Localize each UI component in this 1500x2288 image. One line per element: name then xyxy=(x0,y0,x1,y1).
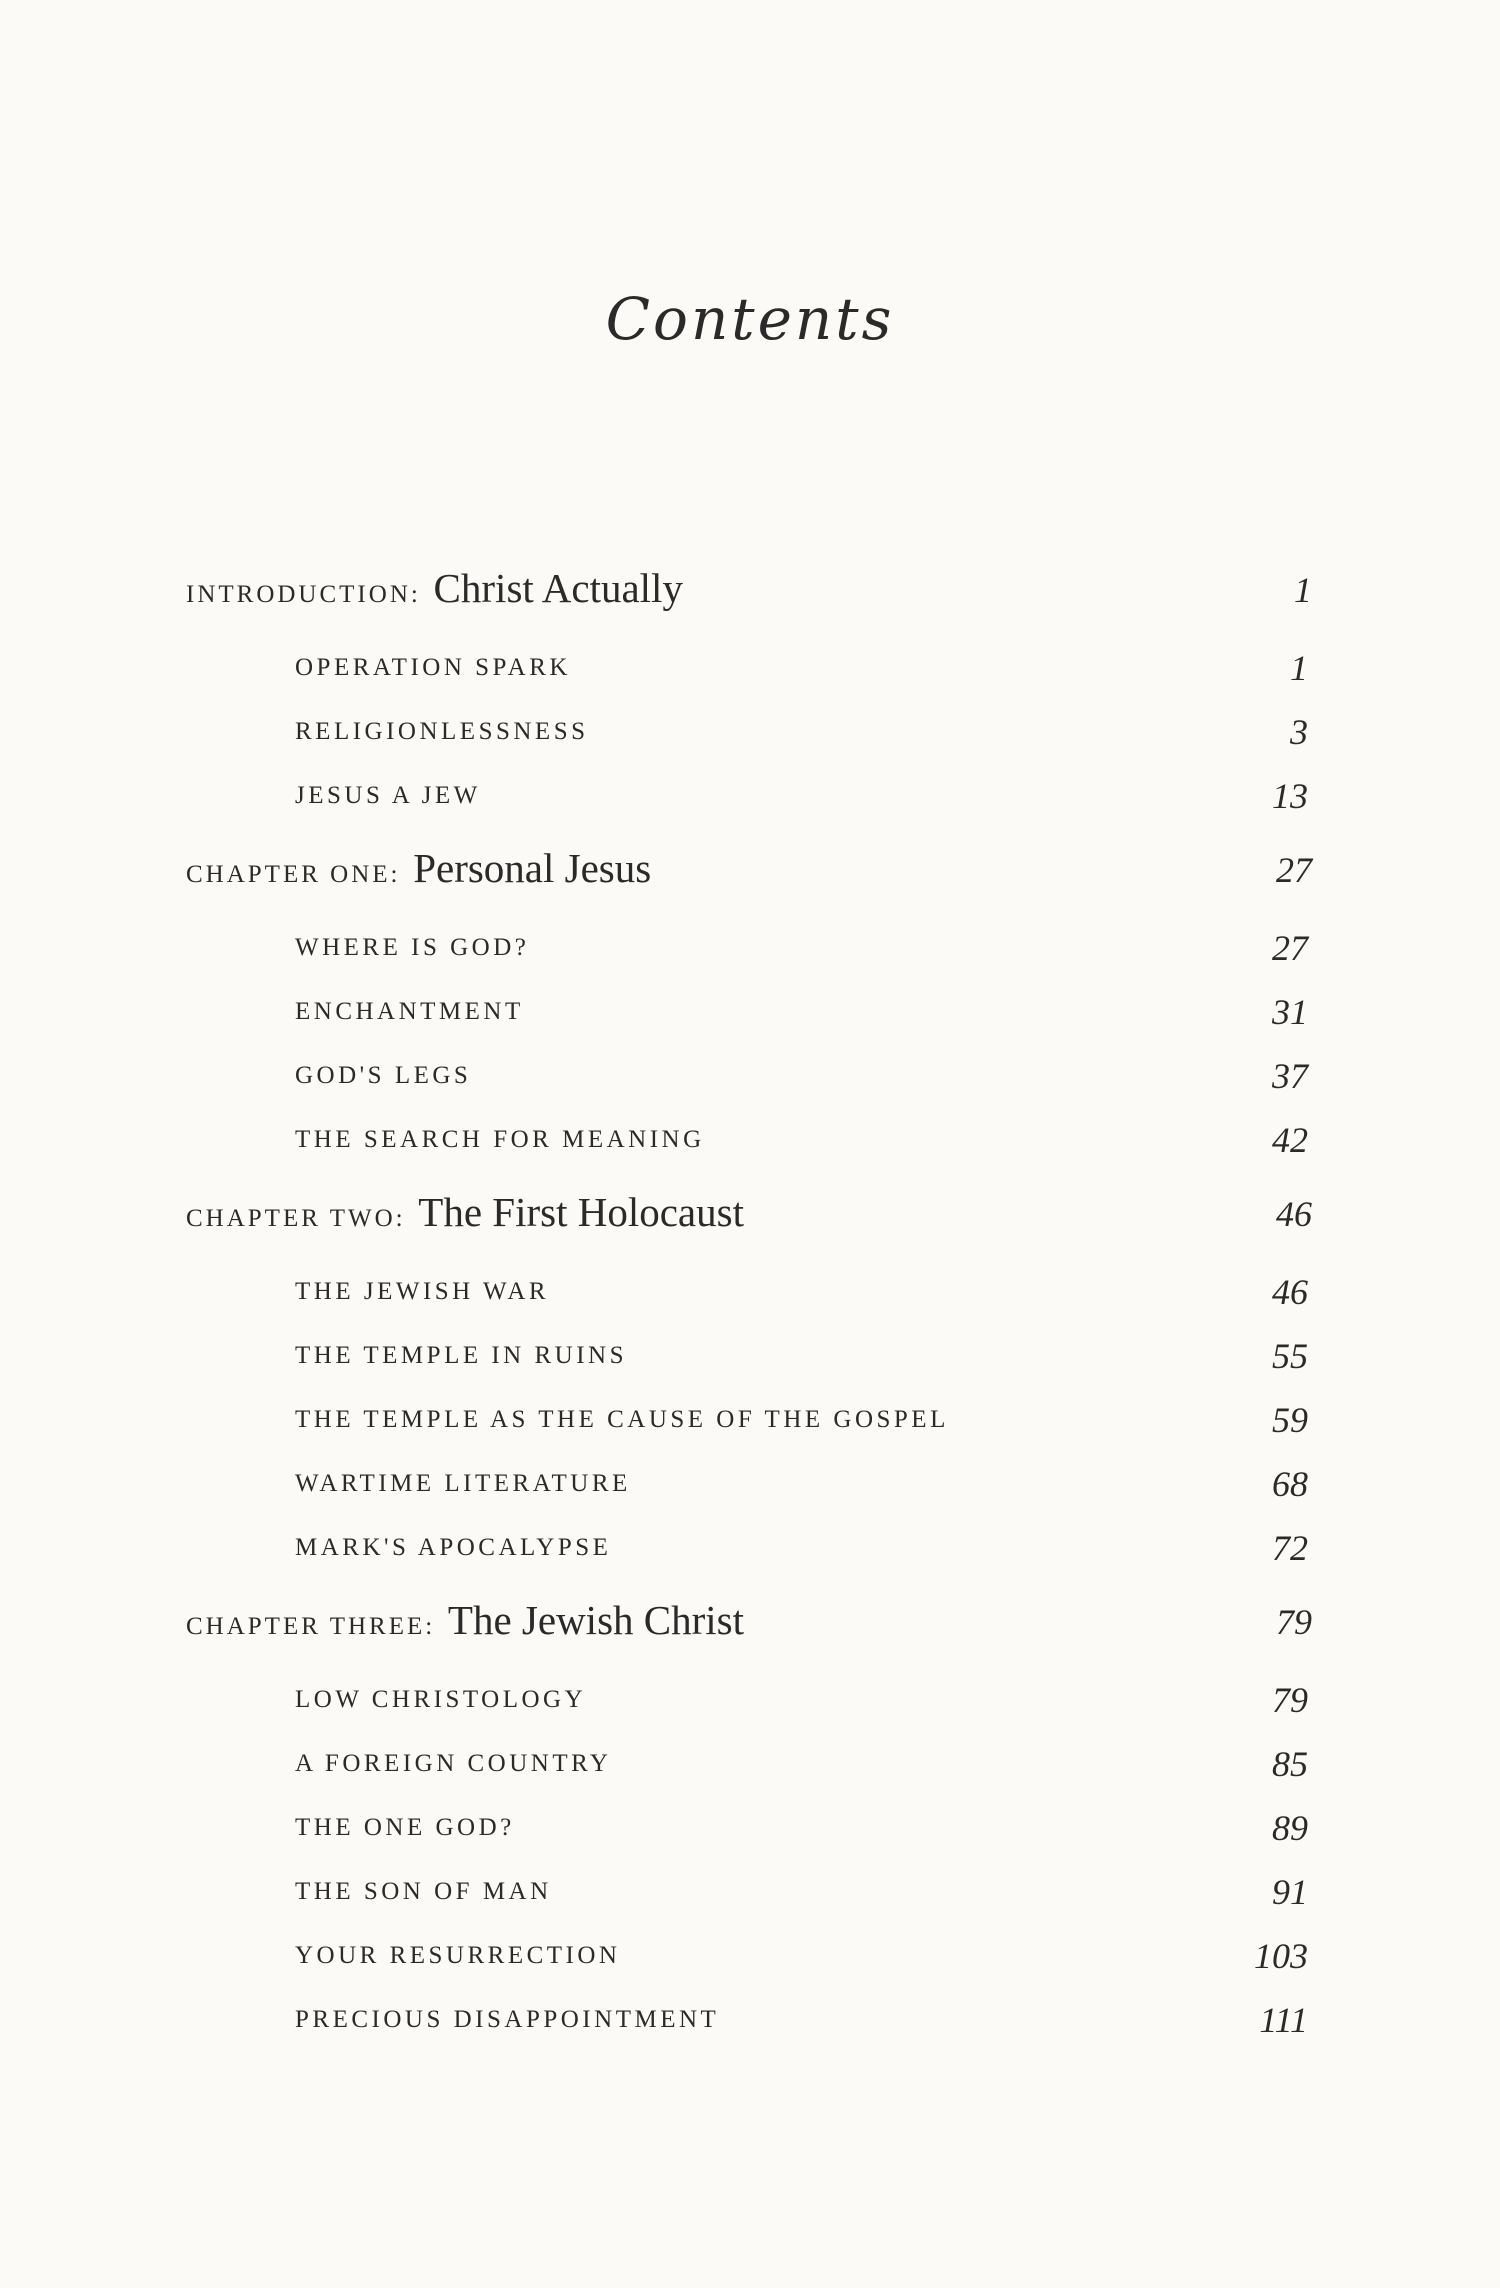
section-title: A FOREIGN COUNTRY xyxy=(295,1750,612,1777)
section-entry[interactable] xyxy=(295,1744,1308,1808)
section-title: THE SEARCH FOR MEANING xyxy=(295,1126,705,1153)
chapter-page-number: 27 xyxy=(1276,850,1312,890)
section-entry[interactable] xyxy=(295,1120,1308,1184)
section-entry[interactable] xyxy=(295,1808,1308,1872)
chapter-kind: INTRODUCTION: xyxy=(186,581,421,608)
chapter-page-number: 1 xyxy=(1294,570,1312,610)
section-title: ENCHANTMENT xyxy=(295,998,524,1025)
section-title: MARK'S APOCALYPSE xyxy=(295,1534,612,1561)
chapter-label xyxy=(186,840,651,903)
section-entry[interactable] xyxy=(295,648,1308,712)
section-title: LOW CHRISTOLOGY xyxy=(295,1686,587,1713)
section-title: GOD'S LEGS xyxy=(295,1062,472,1089)
section-entry[interactable] xyxy=(295,712,1308,776)
section-entry[interactable] xyxy=(295,992,1308,1056)
chapter-label xyxy=(186,1592,744,1655)
section-title: THE TEMPLE AS THE CAUSE OF THE GOSPEL xyxy=(295,1406,949,1433)
chapter-entry[interactable] xyxy=(186,1592,1312,1680)
chapter-entry[interactable] xyxy=(186,560,1312,648)
chapter-name: Personal Jesus xyxy=(413,845,652,891)
table-of-contents xyxy=(0,560,1500,2064)
section-entry[interactable] xyxy=(295,1464,1308,1528)
section-title: PRECIOUS DISAPPOINTMENT xyxy=(295,2006,720,2033)
section-page-number: 111 xyxy=(1259,2000,1308,2040)
section-entry[interactable] xyxy=(295,776,1308,840)
section-entry[interactable] xyxy=(295,2000,1308,2064)
section-page-number: 13 xyxy=(1272,776,1308,816)
section-entry[interactable] xyxy=(295,928,1308,992)
chapter-name: The Jewish Christ xyxy=(447,1597,745,1643)
chapter-kind: CHAPTER TWO: xyxy=(186,1205,406,1232)
section-title: THE TEMPLE IN RUINS xyxy=(295,1342,628,1369)
section-page-number: 55 xyxy=(1272,1336,1308,1376)
section-entry[interactable] xyxy=(295,1872,1308,1936)
section-entry[interactable] xyxy=(295,1936,1308,2000)
section-page-number: 42 xyxy=(1272,1120,1308,1160)
section-title: YOUR RESURRECTION xyxy=(295,1942,621,1969)
page-title: Contents xyxy=(605,285,895,353)
section-entry[interactable] xyxy=(295,1680,1308,1744)
section-page-number: 31 xyxy=(1272,992,1308,1032)
section-title: WHERE IS GOD? xyxy=(295,934,530,961)
chapter-entry[interactable] xyxy=(186,1184,1312,1272)
chapter-entry[interactable] xyxy=(186,840,1312,928)
chapter-kind: CHAPTER ONE: xyxy=(186,861,401,888)
section-page-number: 3 xyxy=(1290,712,1308,752)
section-page-number: 89 xyxy=(1272,1808,1308,1848)
section-title: THE ONE GOD? xyxy=(295,1814,515,1841)
section-page-number: 59 xyxy=(1272,1400,1308,1440)
chapter-name: The First Holocaust xyxy=(418,1189,744,1235)
section-page-number: 68 xyxy=(1272,1464,1308,1504)
chapter-kind: CHAPTER THREE: xyxy=(186,1613,436,1640)
section-title: THE SON OF MAN xyxy=(295,1878,552,1905)
chapter-label xyxy=(186,1184,744,1247)
section-page-number: 46 xyxy=(1272,1272,1308,1312)
section-entry[interactable] xyxy=(295,1400,1308,1464)
section-title: RELIGIONLESSNESS xyxy=(295,718,589,745)
section-title: OPERATION SPARK xyxy=(295,654,571,681)
chapter-name: Christ Actually xyxy=(433,565,683,611)
section-entry[interactable] xyxy=(295,1272,1308,1336)
section-title: WARTIME LITERATURE xyxy=(295,1470,631,1497)
section-page-number: 103 xyxy=(1254,1936,1308,1976)
section-page-number: 79 xyxy=(1272,1680,1308,1720)
chapter-page-number: 46 xyxy=(1276,1194,1312,1234)
chapter-page-number: 79 xyxy=(1276,1602,1312,1642)
section-page-number: 91 xyxy=(1272,1872,1308,1912)
section-title: THE JEWISH WAR xyxy=(295,1278,550,1305)
section-title: JESUS A JEW xyxy=(295,782,481,809)
section-page-number: 1 xyxy=(1290,648,1308,688)
chapter-label xyxy=(186,560,683,623)
section-page-number: 37 xyxy=(1272,1056,1308,1096)
section-entry[interactable] xyxy=(295,1056,1308,1120)
section-entry[interactable] xyxy=(295,1528,1308,1592)
section-entry[interactable] xyxy=(295,1336,1308,1400)
section-page-number: 85 xyxy=(1272,1744,1308,1784)
section-page-number: 72 xyxy=(1272,1528,1308,1568)
section-page-number: 27 xyxy=(1272,928,1308,968)
